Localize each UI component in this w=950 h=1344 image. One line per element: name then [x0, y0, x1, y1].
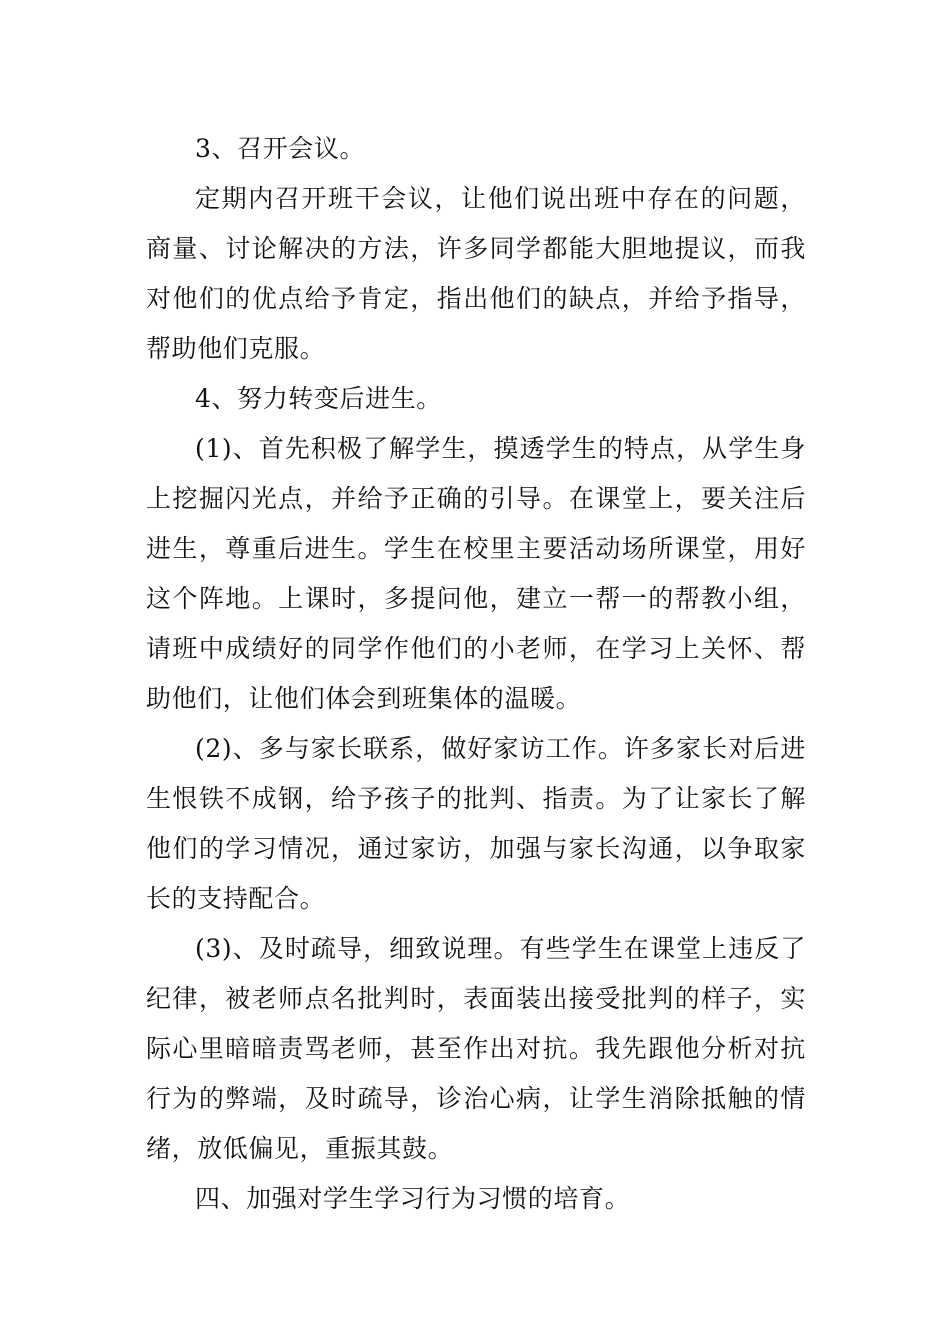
paragraph-line: 行为的弊端，及时疏导，诊治心病，让学生消除抵触的情 [146, 1084, 806, 1113]
paragraph-line: 长的支持配合。 [146, 884, 326, 913]
heading-4-underachievers: 4、努力转变后进生。 [195, 384, 442, 413]
paragraph-line: 助他们，让他们体会到班集体的温暖。 [146, 684, 582, 713]
paragraph-line: 生恨铁不成钢，给予孩子的批判、指责。为了让家长了解 [146, 784, 806, 813]
paragraph-line: 际心里暗暗责骂老师，甚至作出对抗。我先跟他分析对抗 [146, 1034, 806, 1063]
paragraph-line: 上挖掘闪光点，并给予正确的引导。在课堂上，要关注后 [146, 484, 806, 513]
paragraph-line: 绪，放低偏见，重振其鼓。 [146, 1134, 454, 1163]
heading-section-four: 四、加强对学生学习行为习惯的培育。 [195, 1184, 631, 1213]
paragraph-line: (3)、及时疏导，细致说理。有些学生在课堂上违反了 [195, 934, 806, 963]
paragraph-line: 定期内召开班干会议，让他们说出班中存在的问题， [195, 184, 806, 213]
paragraph-line: 对他们的优点给予肯定，指出他们的缺点，并给予指导， [146, 284, 806, 313]
paragraph-line: (2)、多与家长联系，做好家访工作。许多家长对后进 [195, 734, 806, 763]
paragraph-line: 纪律，被老师点名批判时，表面装出接受批判的样子，实 [146, 984, 806, 1013]
paragraph-line: 他们的学习情况，通过家访，加强与家长沟通，以争取家 [146, 834, 806, 863]
paragraph-line: 请班中成绩好的同学作他们的小老师，在学习上关怀、帮 [146, 634, 806, 663]
paragraph-line: 这个阵地。上课时，多提问他，建立一帮一的帮教小组， [146, 584, 806, 613]
paragraph-line: 商量、讨论解决的方法，许多同学都能大胆地提议，而我 [146, 234, 806, 263]
paragraph-line: 帮助他们克服。 [146, 334, 326, 363]
paragraph-line: (1)、首先积极了解学生，摸透学生的特点，从学生身 [195, 434, 806, 463]
heading-3-meeting: 3、召开会议。 [195, 134, 366, 163]
paragraph-line: 进生，尊重后进生。学生在校里主要活动场所课堂，用好 [146, 534, 806, 563]
